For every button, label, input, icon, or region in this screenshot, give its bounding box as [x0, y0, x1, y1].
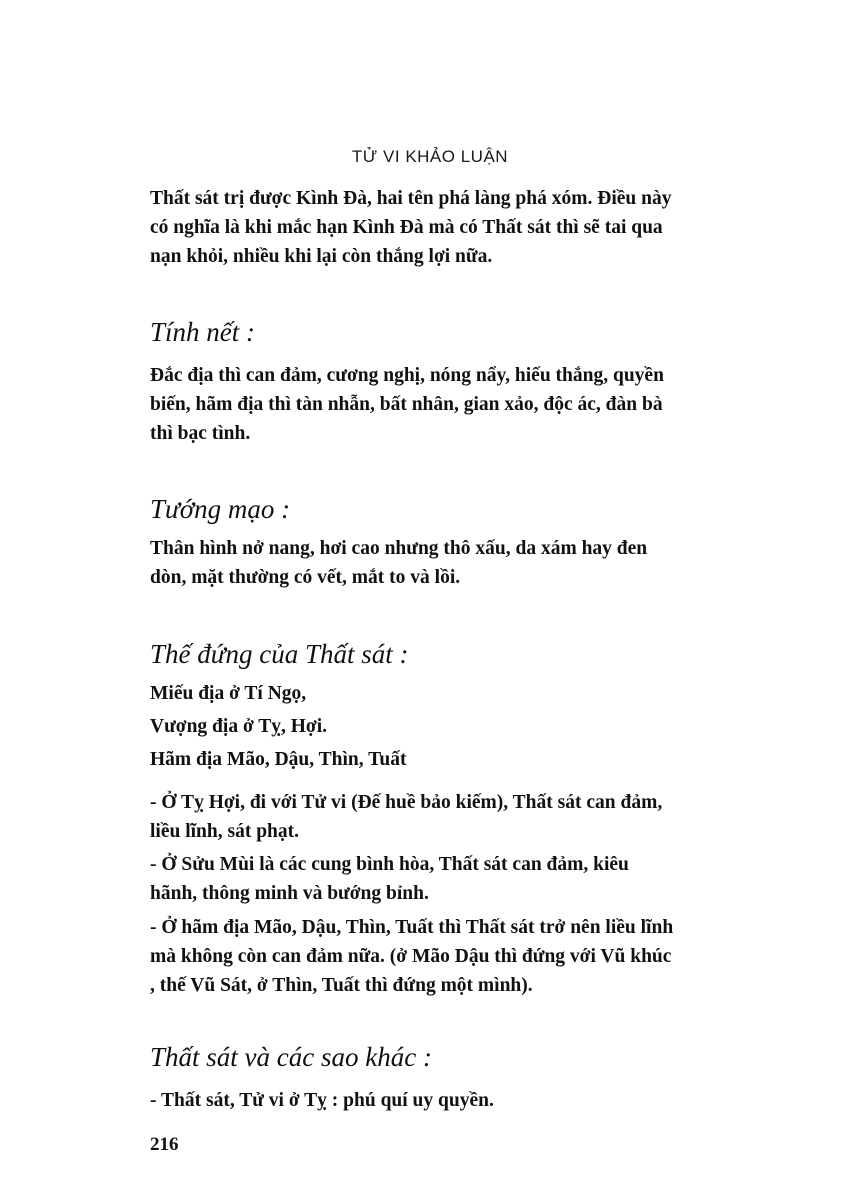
positions-item-2	[150, 850, 790, 908]
running-head: TỬ VI KHẢO LUẬN	[351, 147, 509, 166]
page-number: 216	[150, 1134, 179, 1155]
item-line: hãnh, thông minh và bướng bỉnh.	[150, 883, 429, 904]
temperament-paragraph	[150, 361, 790, 448]
appearance-line: Thân hình nở nang, hơi cao nhưng thô xấu, da xám hay đen	[150, 538, 648, 559]
position-line: Hãm địa Mão, Dậu, Thìn, Tuất	[150, 749, 407, 770]
section-heading-positions: Thế đứng của Thất sát :	[150, 639, 409, 669]
positions-item-1	[150, 788, 790, 846]
appearance-paragraph	[150, 534, 790, 592]
item-line: - Thất sát, Tử vi ở Tỵ : phú quí uy quyền.	[150, 1090, 494, 1111]
item-line: - Ở Tỵ Hợi, đi với Tử vi (Đế huề bảo kiếm), Thất sát can đảm,	[150, 792, 663, 813]
section-heading-other-stars: Thất sát và các sao khác :	[150, 1042, 432, 1072]
temperament-line: Đắc địa thì can đảm, cương nghị, nóng nẩy, hiếu thắng, quyền	[150, 365, 664, 386]
item-line: mà không còn can đảm nữa. (ở Mão Dậu thì đứng với Vũ khúc	[150, 946, 672, 967]
positions-item-3	[150, 913, 790, 1000]
intro-line: Thất sát trị được Kình Đà, hai tên phá làng phá xóm. Điều này	[150, 188, 672, 209]
temperament-line: thì bạc tình.	[150, 423, 251, 444]
position-line: Vượng địa ở Tỵ, Hợi.	[150, 716, 328, 737]
section-heading-temperament: Tính nết :	[150, 317, 255, 347]
temperament-line: biến, hãm địa thì tàn nhẫn, bất nhân, gian xảo, độc ác, đàn bà	[150, 394, 663, 415]
item-line: - Ở Sửu Mùi là các cung bình hòa, Thất sát can đảm, kiêu	[150, 854, 629, 875]
intro-paragraph	[150, 184, 790, 271]
item-line: - Ở hãm địa Mão, Dậu, Thìn, Tuất thì Thất sát trở nên liều lĩnh	[150, 917, 674, 938]
positions-list	[150, 677, 790, 776]
intro-line: nạn khỏi, nhiều khi lại còn thắng lợi nữa.	[150, 246, 493, 267]
item-line: , thế Vũ Sát, ở Thìn, Tuất thì đứng một mình).	[150, 975, 533, 996]
intro-line: có nghĩa là khi mắc hạn Kình Đà mà có Thất sát thì sẽ tai qua	[150, 217, 663, 238]
item-line: liều lĩnh, sát phạt.	[150, 821, 300, 842]
other-stars-item-1	[150, 1086, 790, 1115]
appearance-line: dòn, mặt thường có vết, mắt to và lồi.	[150, 567, 461, 588]
section-heading-appearance: Tướng mạo :	[150, 494, 291, 524]
position-line: Miếu địa ở Tí Ngọ,	[150, 683, 307, 704]
